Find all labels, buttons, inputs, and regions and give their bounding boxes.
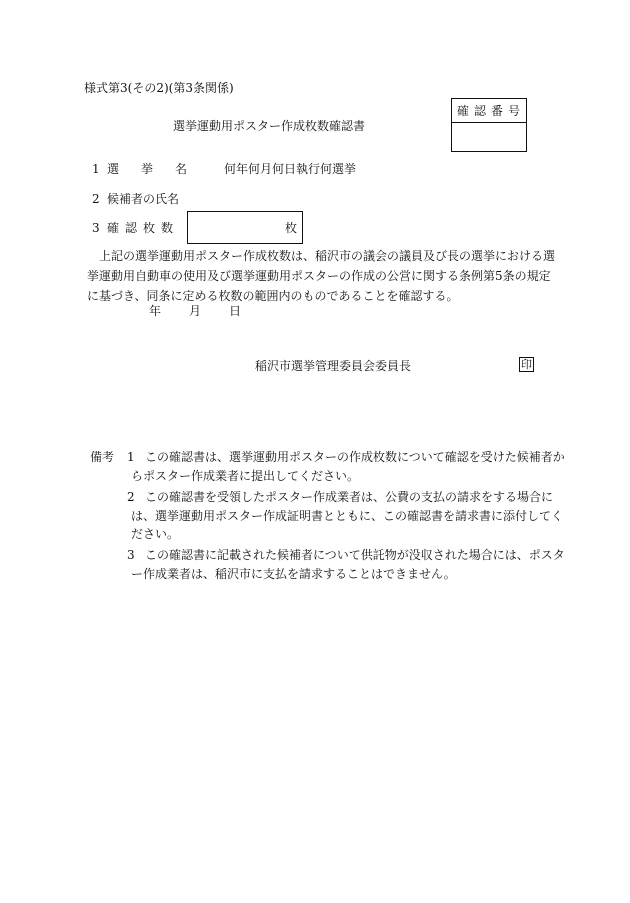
note-2-line: ださい。 [131, 527, 180, 541]
note-2-line: この確認書を受領したポスター作成業者は、公費の支払の請求をする場合に [145, 490, 554, 504]
notes-heading: 備考 [90, 450, 115, 464]
committee-chair: 稲沢市選挙管理委員会委員長 [255, 359, 412, 373]
confirm-number-box [451, 98, 527, 152]
item-number-3: 3 [92, 221, 100, 235]
election-name-value: 何年何月何日執行何選挙 [224, 162, 357, 176]
note-3-line: この確認書に記載された候補者について供託物が没収された場合には、ポスタ [145, 548, 565, 562]
note-number-2: 2 [127, 490, 135, 504]
document-title: 選挙運動用ポスター作成枚数確認書 [173, 119, 366, 133]
paragraph-line: 挙運動用自動車の使用及び選挙運動用ポスターの作成の公営に関する条例第5条の規定 [87, 269, 551, 283]
note-1-line: らポスター作成業者に提出してください。 [131, 469, 360, 483]
paragraph-line: 上記の選挙運動用ポスター作成枚数は、稲沢市の議会の議員及び長の選挙における選 [99, 249, 556, 263]
confirmed-count-unit: 枚 [285, 221, 298, 235]
date-year: 年 [149, 304, 164, 318]
seal-stamp: 印 [521, 358, 532, 371]
note-1-line: この確認書は、選挙運動用ポスターの作成枚数について確認を受けた候補者か [145, 450, 565, 464]
confirmation-paragraph [87, 246, 557, 306]
note-3-line: ー作成業者は、稲沢市に支払を請求することはできません。 [131, 567, 456, 581]
date-month: 月 [189, 304, 204, 318]
paragraph-line: に基づき、同条に定める枚数の範囲内のものであることを確認する。 [87, 289, 459, 303]
confirmed-count-label: 確認枚数 [107, 221, 180, 235]
item-number-2: 2 [92, 192, 100, 206]
date-day: 日 [229, 304, 244, 318]
item-number-1: 1 [92, 162, 100, 176]
candidate-name-label: 候補者の氏名 [107, 192, 180, 206]
confirm-number-header: 確認番号 [452, 99, 526, 123]
note-2-line: は、選挙運動用ポスター作成証明書とともに、この確認書を請求書に添付してく [131, 509, 564, 523]
form-label: 様式第3(その2)(第3条関係) [84, 81, 234, 95]
note-number-3: 3 [127, 548, 135, 562]
note-number-1: 1 [127, 450, 135, 464]
election-name-label: 選挙名 [107, 162, 210, 176]
date-line [149, 305, 269, 317]
